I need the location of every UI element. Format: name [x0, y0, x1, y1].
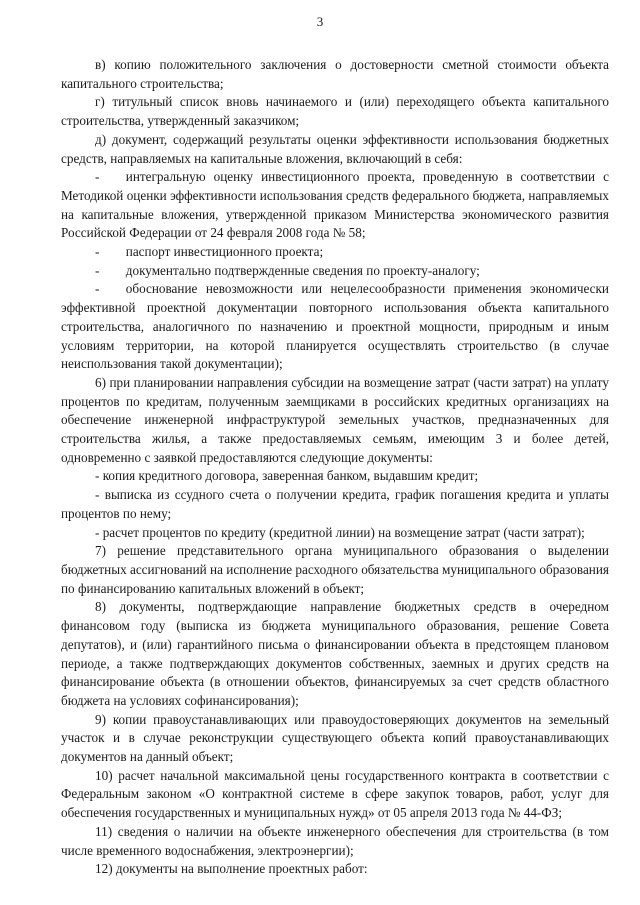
- list-item-interest-calc: - расчет процентов по кредиту (кредитной линии) на возмещение затрат (части затрат);: [95, 524, 585, 540]
- list-item-justification: - обоснование невозможности или нецелесообразности применения экономически эффективной проектной документации повторного использования объекта капитального строительства, аналогичного по назначению и проектной мощности, природным и иным условиям территории, на которой планируется осуществлять строительство (в случае неиспользования такой документации);: [61, 281, 609, 372]
- paragraph-g: г) титульный список вновь начинаемого и (или) переходящего объекта капитального строительства, утвержденный заказчиком;: [61, 94, 609, 129]
- paragraph-8: 8) документы, подтверждающие направление бюджетных средств в очередном финансовом году (выписка из бюджета муниципального образования, решение Совета депутатов), и (или) гарантийного письма о финансировании объекта в предстоящем плановом периоде, а также подтверждающих документов собственных, заемных и других средств на финансирование объекта (в отношении объектов, финансируемых за счет средств областного бюджета на условиях софинансирования);: [61, 599, 609, 708]
- list-item-analog-project: - документально подтвержденные сведения по проекту-аналогу;: [95, 262, 480, 278]
- list-item-investment-passport: - паспорт инвестиционного проекта;: [95, 244, 324, 260]
- page-number: 3: [316, 14, 324, 29]
- list-item-integral-assessment: - интегральную оценку инвестиционного проекта, проведенную в соответствии с Методикой оценки эффективности использования средств федерального бюджета, направляемых на капитальные вложения, утвержденной приказом Министерства экономического развития Российской Федерации от 24 февраля 2008 года № 58;: [61, 169, 609, 241]
- list-item-loan-statement: - выписка из ссудного счета о получении кредита, график погашения кредита и уплаты процентов по нему;: [61, 487, 609, 521]
- document-body: [61, 56, 609, 879]
- paragraph-6: 6) при планировании направления субсидии на возмещение затрат (части затрат) на уплату процентов по кредитам, полученным заемщиками в российских кредитных организациях на обеспечение инженерной инфраструктурой земельных участков, предназначенных для строительства жилья, а также предоставляемых семьям, имеющим 3 и более детей, одновременно с заявкой предоставляются следующие документы:: [61, 374, 609, 465]
- paragraph-11: 11) сведения о наличии на объекте инженерного обеспечения для строительства (в том числе временного водоснабжения, электроэнергии);: [61, 823, 609, 858]
- paragraph-9: 9) копии правоустанавливающих или правоудостоверяющих документов на земельный участок и в случае реконструкции существующего объекта копий правоустанавливающих документов на данный объект;: [61, 711, 609, 765]
- paragraph-12: 12) документы на выполнение проектных работ:: [95, 861, 368, 877]
- paragraph-7: 7) решение представительного органа муниципального образования о выделении бюджетных ассигнований на исполнение расходного обязательства муниципального образования по финансированию капитальных вложений в объект;: [61, 543, 609, 596]
- list-item-credit-agreement: - копия кредитного договора, заверенная банком, выдавшим кредит;: [95, 468, 479, 484]
- paragraph-v: в) копию положительного заключения о достоверности сметной стоимости объекта капитального строительства;: [61, 57, 609, 91]
- paragraph-d: д) документ, содержащий результаты оценки эффективности использования бюджетных средств, направляемых на капитальные вложения, включающий в себя:: [61, 131, 609, 166]
- paragraph-10: 10) расчет начальной максимальной цены государственного контракта в соответствии с Федеральным законом «О контрактной системе в сфере закупок товаров, работ, услуг для обеспечения государственных и муниципальных нужд» от 05 апреля 2013 года № 44-ФЗ;: [61, 767, 609, 821]
